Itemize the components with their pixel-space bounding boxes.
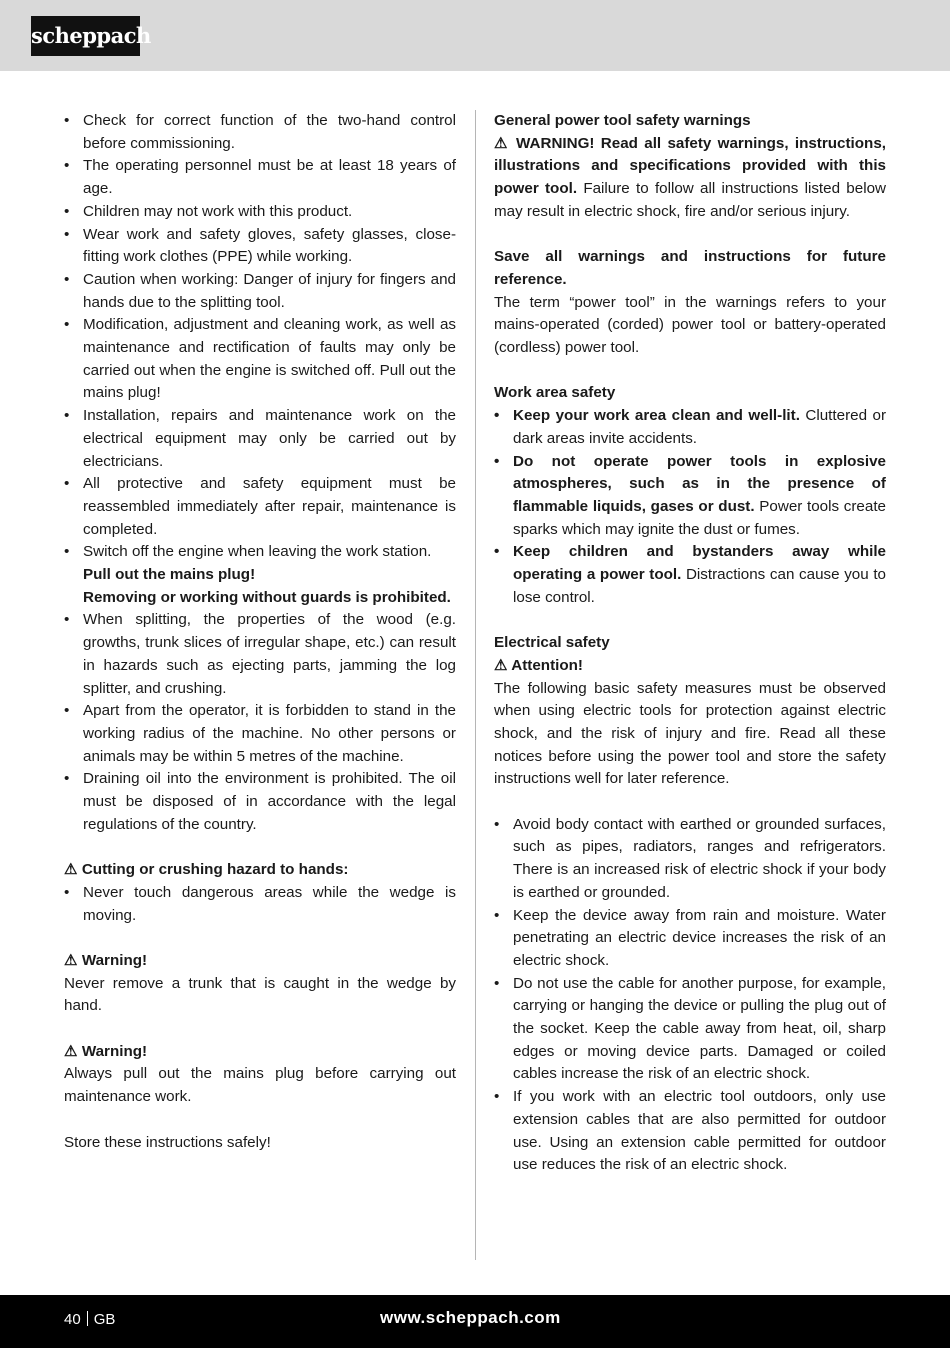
list-item: • Keep children and bystanders away while operating a power tool. Distractions can cause you to lose control. xyxy=(494,541,886,609)
hazard-list xyxy=(64,882,456,927)
list-item: • Keep your work area clean and well-lit. Cluttered or dark areas invite accidents. xyxy=(494,405,886,450)
list-item: • Caution when working: Danger of injury for fingers and hands due to the splitting tool. xyxy=(64,269,456,314)
work-area-heading: Work area safety xyxy=(494,384,616,402)
warning-text-2: Always pull out the mains plug before carrying out maintenance work. xyxy=(64,1065,456,1106)
list-item: • The operating personnel must be at least 18 years of age. xyxy=(64,155,456,200)
warning-text-1: Never remove a trunk that is caught in the wedge by hand. xyxy=(64,974,456,1015)
list-item: • Do not use the cable for another purpose, for example, carrying or hanging the device or pulling the plug out of the socket. Keep the cable away from heat, oil, sharp edges or moving device parts. Damaged or coiled cables increase the risk of an electric shock. xyxy=(494,973,886,1087)
electrical-list xyxy=(494,814,886,1177)
list-item: • Installation, repairs and maintenance work on the electrical equipment may only be carried out by electricians. xyxy=(64,405,456,473)
page-header xyxy=(0,0,950,71)
save-warnings-text: Save all warnings and instructions for future reference. xyxy=(494,248,886,288)
electrical-heading: Electrical safety xyxy=(494,634,610,652)
column-divider xyxy=(475,110,476,1260)
list-item: • Never touch dangerous areas while the wedge is moving. xyxy=(64,882,456,927)
guards-text: Removing or working without guards is prohibited. xyxy=(83,588,451,606)
list-item: • Children may not work with this product. xyxy=(64,201,456,224)
safety-list-1 xyxy=(64,110,456,837)
pull-plug-text: Pull out the mains plug! xyxy=(83,566,256,584)
list-item: • Check for correct function of the two-hand control before commissioning. xyxy=(64,110,456,155)
page-number: 40 GB xyxy=(64,1311,116,1328)
warning-body-text: Failure to follow all instructions listed below may result in electric shock, fire and/or serious injury. xyxy=(494,180,886,220)
list-item: • All protective and safety equipment must be reassembled immediately after repair, maintenance is completed. xyxy=(64,473,456,541)
page-footer xyxy=(0,1295,950,1348)
warning-heading-2: ⚠ Warning! xyxy=(64,1042,148,1060)
general-heading: General power tool safety warnings xyxy=(494,112,751,129)
list-item xyxy=(64,541,456,609)
list-item: • Keep the device away from rain and moisture. Water penetrating an electric device increases the risk of an electric shock. xyxy=(494,905,886,973)
right-column xyxy=(494,110,886,1177)
hazard-heading: ⚠ Cutting or crushing hazard to hands: xyxy=(64,861,349,879)
list-item: • If you work with an electric tool outdoors, only use extension cables that are also permitted for outdoor use. Using an extension cable permitted for outdoor use reduces the risk of an electric shock. xyxy=(494,1086,886,1177)
list-item: • When splitting, the properties of the wood (e.g. growths, trunk slices of irregular shape, etc.) can result in hazards such as ejecting parts, jamming the log splitter, and crushing. xyxy=(64,609,456,700)
store-instructions-text: Store these instructions safely! xyxy=(64,1133,271,1151)
list-item: • Apart from the operator, it is forbidden to stand in the working radius of the machine. No other persons or animals may be within 5 metres of the machine. xyxy=(64,700,456,768)
power-tool-term-text: The term “power tool” in the warnings refers to your mains-operated (corded) power tool or battery-operated (cordless) power tool. xyxy=(494,293,886,357)
warning-heading-1: ⚠ Warning! xyxy=(64,951,148,969)
list-item: • Do not operate power tools in explosive atmospheres, such as in the presence of flammable liquids, gases or dust. Power tools create sparks which may ignite the dust or fumes. xyxy=(494,451,886,542)
attention-label: ⚠ Attention! xyxy=(494,656,583,674)
warning-bold-text: ⚠ WARNING! Read all safety warnings, instructions, illustrations and specifications provided with this power tool. xyxy=(494,134,886,198)
left-column xyxy=(64,110,456,1154)
list-item: • Wear work and safety gloves, safety glasses, close-fitting work clothes (PPE) while working. xyxy=(64,224,456,269)
work-area-list xyxy=(494,405,886,609)
electrical-intro-text: The following basic safety measures must be observed when using electric tools for protection against electric shock, and the risk of injury and fire. Read all these notices before using the power tool and store the safety instructions well for later reference. xyxy=(494,679,886,788)
list-item: • Draining oil into the environment is prohibited. The oil must be disposed of in accordance with the legal regulations of the country. xyxy=(64,768,456,836)
scheppach-logo: scheppach xyxy=(31,16,140,56)
list-item: • Avoid body contact with earthed or grounded surfaces, such as pipes, radiators, ranges and refrigerators. There is an increased risk of electric shock if your body is earthed or grounded. xyxy=(494,814,886,905)
list-item: • Modification, adjustment and cleaning work, as well as maintenance and rectification of faults may only be carried out when the engine is switched off. Pull out the mains plug! xyxy=(64,314,456,405)
general-warning-paragraph xyxy=(494,133,886,224)
website-url: www.scheppach.com xyxy=(380,1308,561,1327)
switch-off-text: Switch off the engine when leaving the work station. xyxy=(83,543,432,561)
